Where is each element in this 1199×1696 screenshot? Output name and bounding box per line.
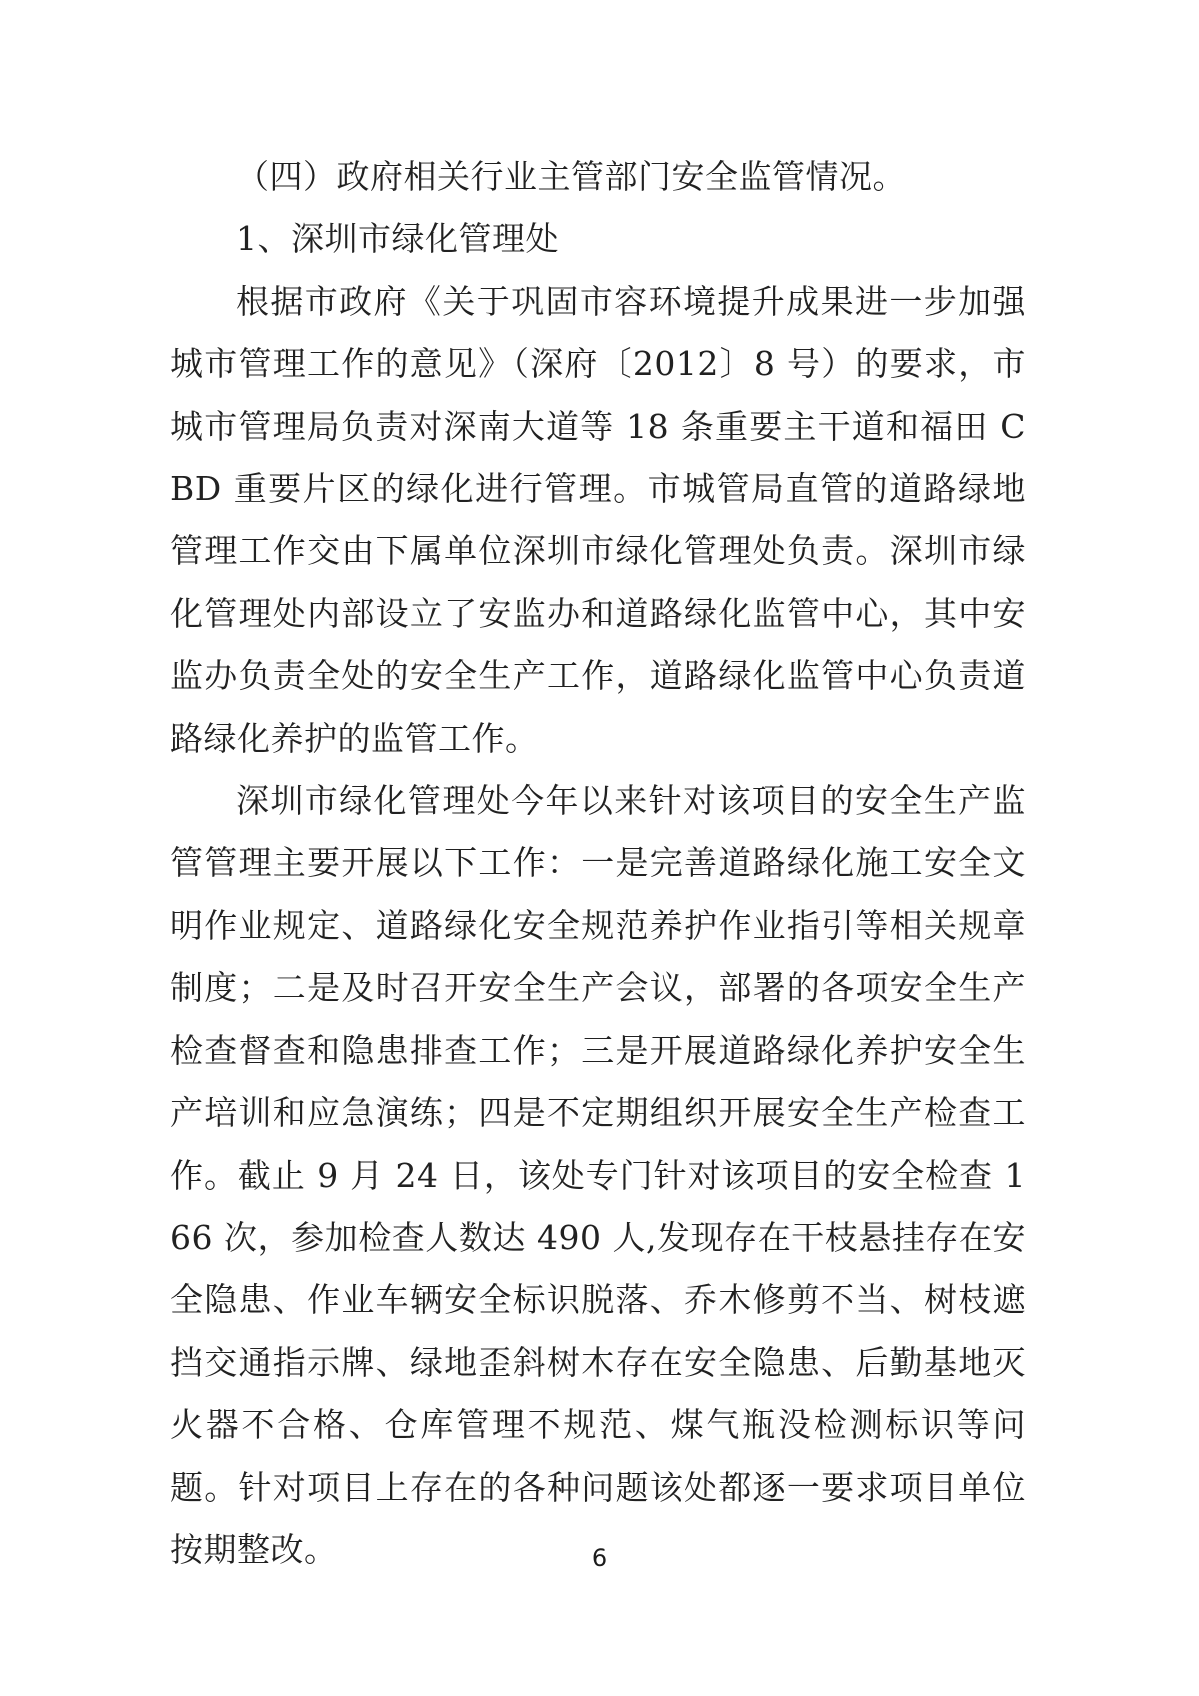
paragraph: 深圳市绿化管理处今年以来针对该项目的安全生产监管管理主要开展以下工作：一是完善道路绿化施工安全文明作业规定、道路绿化安全规范养护作业指引等相关规章制度；二是及时召开安全生产会议，部署的各项安全生产检查督查和隐患排查工作；三是开展道路绿化养护安全生产培训和应急演练；四是不定期组织开展安全生产检查工作。截止 9 月 24 日，该处专门针对该项目的安全检查 166 次，参加检查人数达 490 人,发现存在干枝悬挂存在安全隐患、作业车辆安全标识脱落、乔木修剪不当、树枝遮挡交通指示牌、绿地歪斜树木存在安全隐患、后勤基地灭火器不合格、仓库管理不规范、煤气瓶没检测标识等问题。针对项目上存在的各种问题该处都逐一要求项目单位按期整改。 — [170, 781, 1026, 1569]
section-heading: （四）政府相关行业主管部门安全监管情况。 — [236, 157, 906, 196]
page-number: 6 — [591, 1544, 608, 1572]
document-body — [170, 146, 1026, 1581]
subsection-heading: 1、深圳市绿化管理处 — [236, 219, 559, 259]
paragraph: 根据市政府《关于巩固市容环境提升成果进一步加强城市管理工作的意见》（深府〔2012〕8 号）的要求，市城市管理局负责对深南大道等 18 条重要主干道和福田 CBD 重要片区的绿化进行管理。市城管局直管的道路绿地管理工作交由下属单位深圳市绿化管理处负责。深圳市绿化管理处内部设立了安监办和道路绿化监管中心，其中安监办负责全处的安全生产工作，道路绿化监管中心负责道路绿化养护的监管工作。 — [170, 281, 1026, 758]
